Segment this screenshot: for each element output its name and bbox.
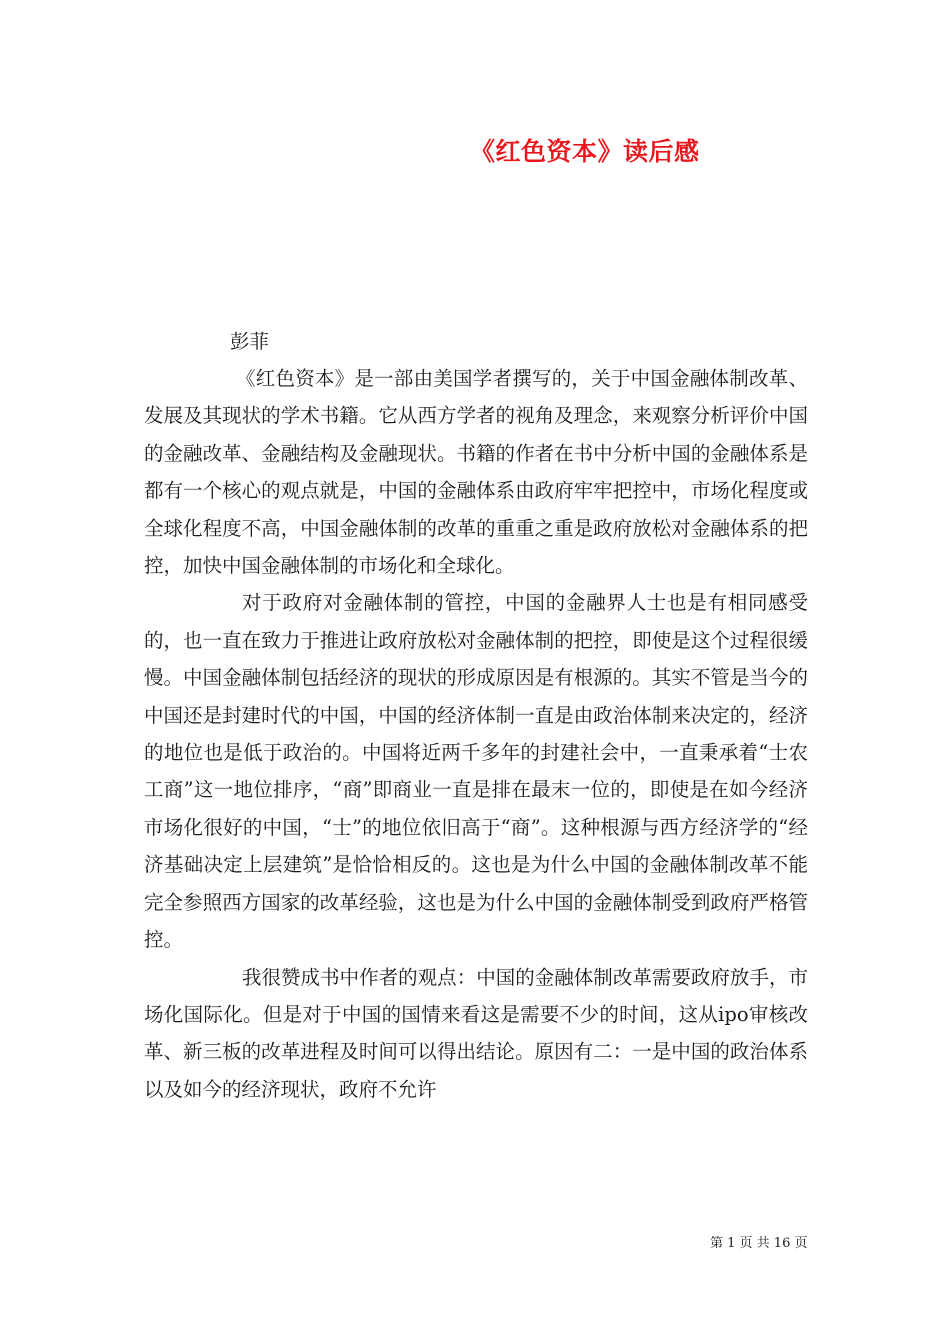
document-body <box>144 360 808 1108</box>
paragraph-3: 我很赞成书中作者的观点：中国的金融体制改革需要政府放手，市场化国际化。但是对于中国的国情来看这是需要不少的时间，这从ipo审核改革、新三板的改革进程及时间可以得出结论。原因有二：一是中国的政治体系以及如今的经济现状，政府不允许 <box>144 965 808 1101</box>
document-title: 《红色资本》读后感 <box>470 137 700 166</box>
paragraph-2: 对于政府对金融体制的管控，中国的金融界人士也是有相同感受的，也一直在致力于推进让政府放松对金融体制的把控，即使是这个过程很缓慢。中国金融体制包括经济的现状的形成原因是有根源的。其实不管是当今的中国还是封建时代的中国，中国的经济体制一直是由政治体制来决定的，经济的地位也是低于政治的。中国将近两千多年的封建社会中，一直秉承着“士农工商”这一地位排序，“商”即商业一直是排在最末一位的，即使是在如今经济市场化很好的中国，“士”的地位依旧高于“商”。这种根源与西方经济学的“经济基础决定上层建筑”是恰恰相反的。这也是为什么中国的金融体制改革不能完全参照西方国家的改革经验，这也是为什么中国的金融体制受到政府严格管控。 <box>144 591 808 952</box>
page-footer: 第 1 页 共 16 页 <box>710 1236 808 1251</box>
paragraph-1: 《红色资本》是一部由美国学者撰写的，关于中国金融体制改革、发展及其现状的学术书籍。它从西方学者的视角及理念，来观察分析评价中国的金融改革、金融结构及金融现状。书籍的作者在书中分析中国的金融体系是都有一个核心的观点就是，中国的金融体系由政府牢牢把控中，市场化程度或全球化程度不高，中国金融体制的改革的重重之重是政府放松对金融体系的把控，加快中国金融体制的市场化和全球化。 <box>144 367 808 578</box>
author-name: 彭菲 <box>230 330 270 353</box>
